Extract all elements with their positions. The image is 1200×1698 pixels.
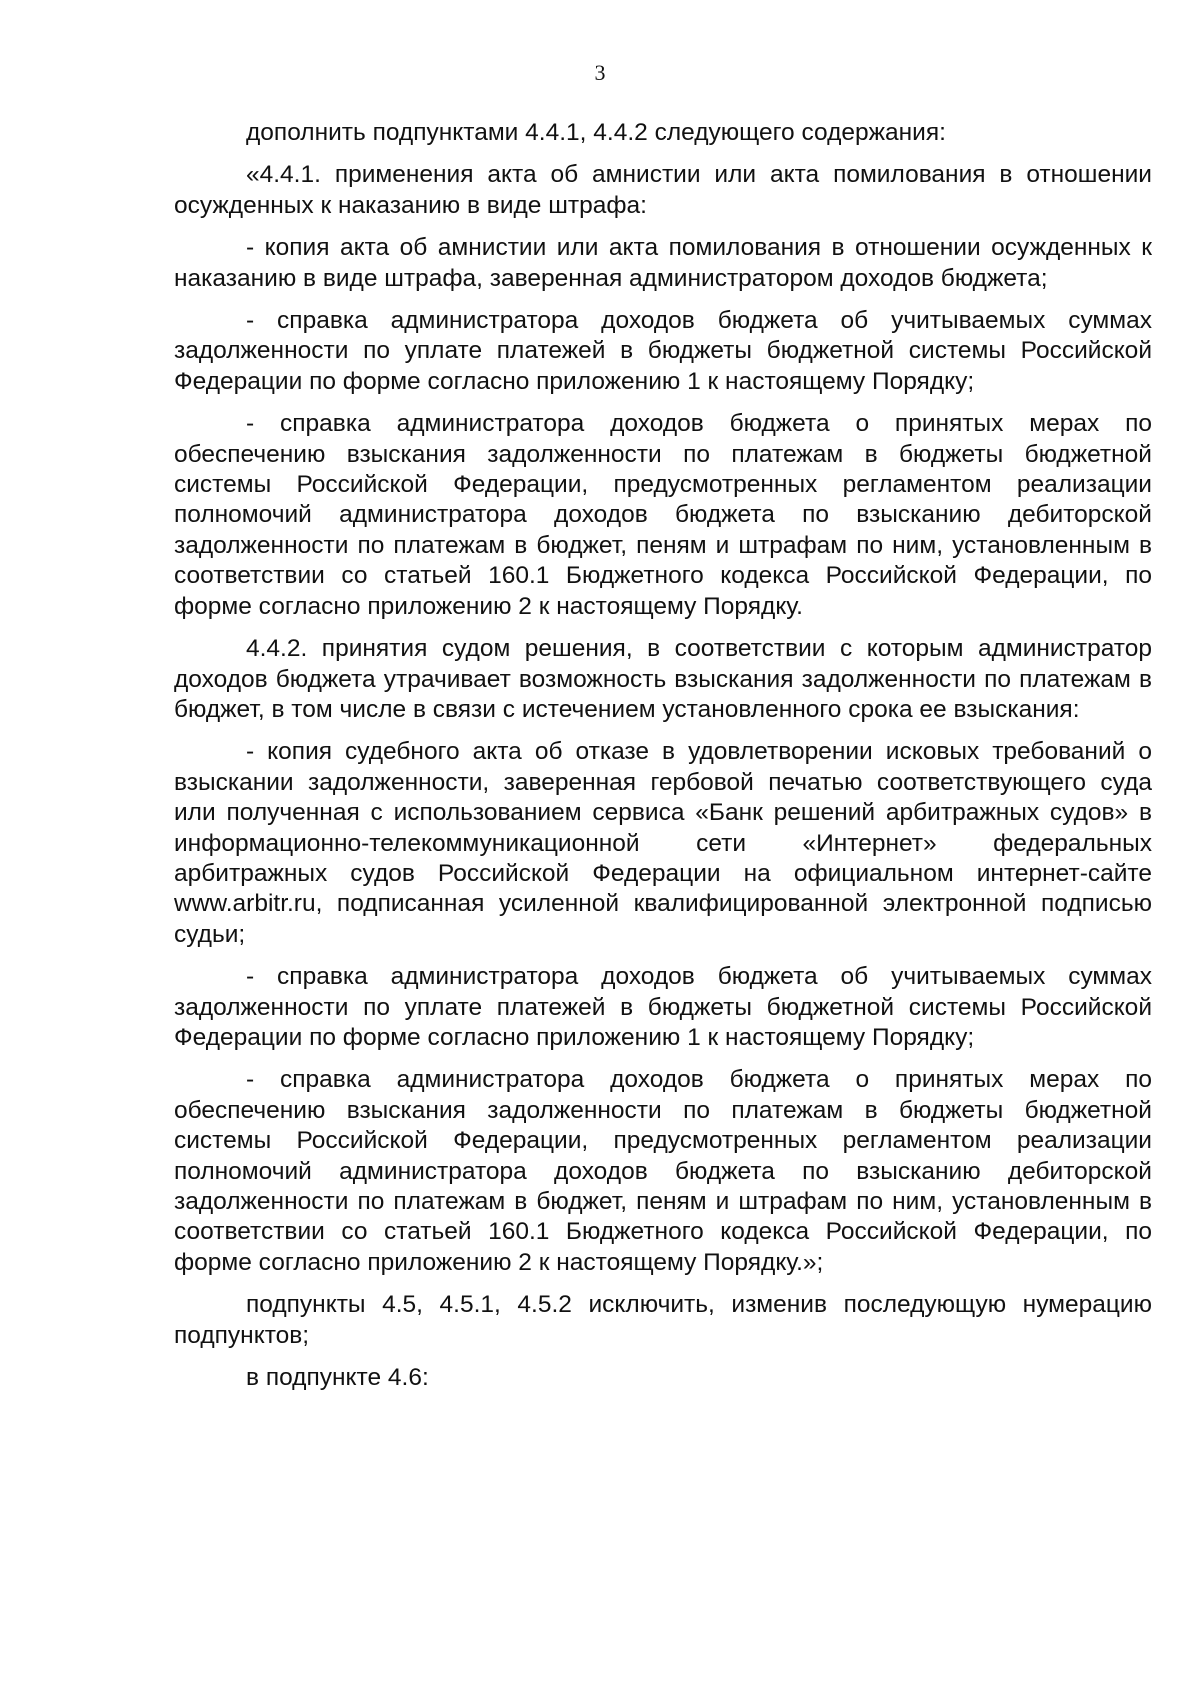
paragraph-measures-certificate-2: - справка администратора доходов бюджета о принятых мерах по обеспечению взыскания задолженности по платежам в бюджеты бюджетной системы Российской Федерации, предусмотренных регламентом реализации полномочий администратора доходов бюджета по взысканию дебиторской задолженности по платежам в бюджет, пеням и штрафам по ним, установленным в соответствии со статьей 160.1 Бюджетного кодекса Российской Федерации, по форме согласно приложению 2 к настоящему Порядку.»; (174, 1066, 1152, 1276)
paragraph-debt-certificate-2: - справка администратора доходов бюджета об учитываемых суммах задолженности по уплате платежей в бюджеты бюджетной системы Российской Федерации по форме согласно приложению 1 к настоящему Порядку; (174, 963, 1152, 1051)
page-number: 3 (594, 60, 606, 85)
paragraph-subitem-4-6: в подпункте 4.6: (246, 1364, 429, 1392)
paragraph-amnesty-act-copy: - копия акта об амнистии или акта помилования в отношении осужденных к наказанию в виде штрафа, заверенная администратором доходов бюджета; (174, 234, 1152, 292)
paragraph-measures-certificate-1: - справка администратора доходов бюджета о принятых мерах по обеспечению взыскания задолженности по платежам в бюджеты бюджетной системы Российской Федерации, предусмотренных регламентом реализации полномочий администратора доходов бюджета по взысканию дебиторской задолженности по платежам в бюджет, пеням и штрафам по ним, установленным в соответствии со статьей 160.1 Бюджетного кодекса Российской Федерации, по форме согласно приложению 2 к настоящему Порядку. (174, 410, 1152, 620)
paragraph-4-4-1: «4.4.1. применения акта об амнистии или акта помилования в отношении осужденных к наказанию в виде штрафа: (174, 161, 1152, 219)
document-body (174, 118, 1152, 1405)
paragraph-4-4-2: 4.4.2. принятия судом решения, в соответствии с которым администратор доходов бюджета утрачивает возможность взыскания задолженности по платежам в бюджет, в том числе в связи с истечением установленного срока ее взыскания: (174, 635, 1152, 723)
paragraph-exclude-subitems: подпункты 4.5, 4.5.1, 4.5.2 исключить, изменив последующую нумерацию подпунктов; (174, 1291, 1152, 1349)
paragraph-debt-certificate-1: - справка администратора доходов бюджета об учитываемых суммах задолженности по уплате платежей в бюджеты бюджетной системы Российской Федерации по форме согласно приложению 1 к настоящему Порядку; (174, 307, 1152, 395)
paragraph-supplement-intro: дополнить подпунктами 4.4.1, 4.4.2 следующего содержания: (246, 119, 946, 146)
paragraph-court-act-copy: - копия судебного акта об отказе в удовлетворении исковых требований о взыскании задолженности, заверенная гербовой печатью соответствующего суда или полученная с использованием сервиса «Банк решений арбитражных судов» в информационно-телекоммуникационной сети «Интернет» федеральных арбитражных судов Российской Федерации на официальном интернет-сайте www.arbitr.ru, подписанная усиленной квалифицированной электронной подписью судьи; (174, 738, 1152, 948)
